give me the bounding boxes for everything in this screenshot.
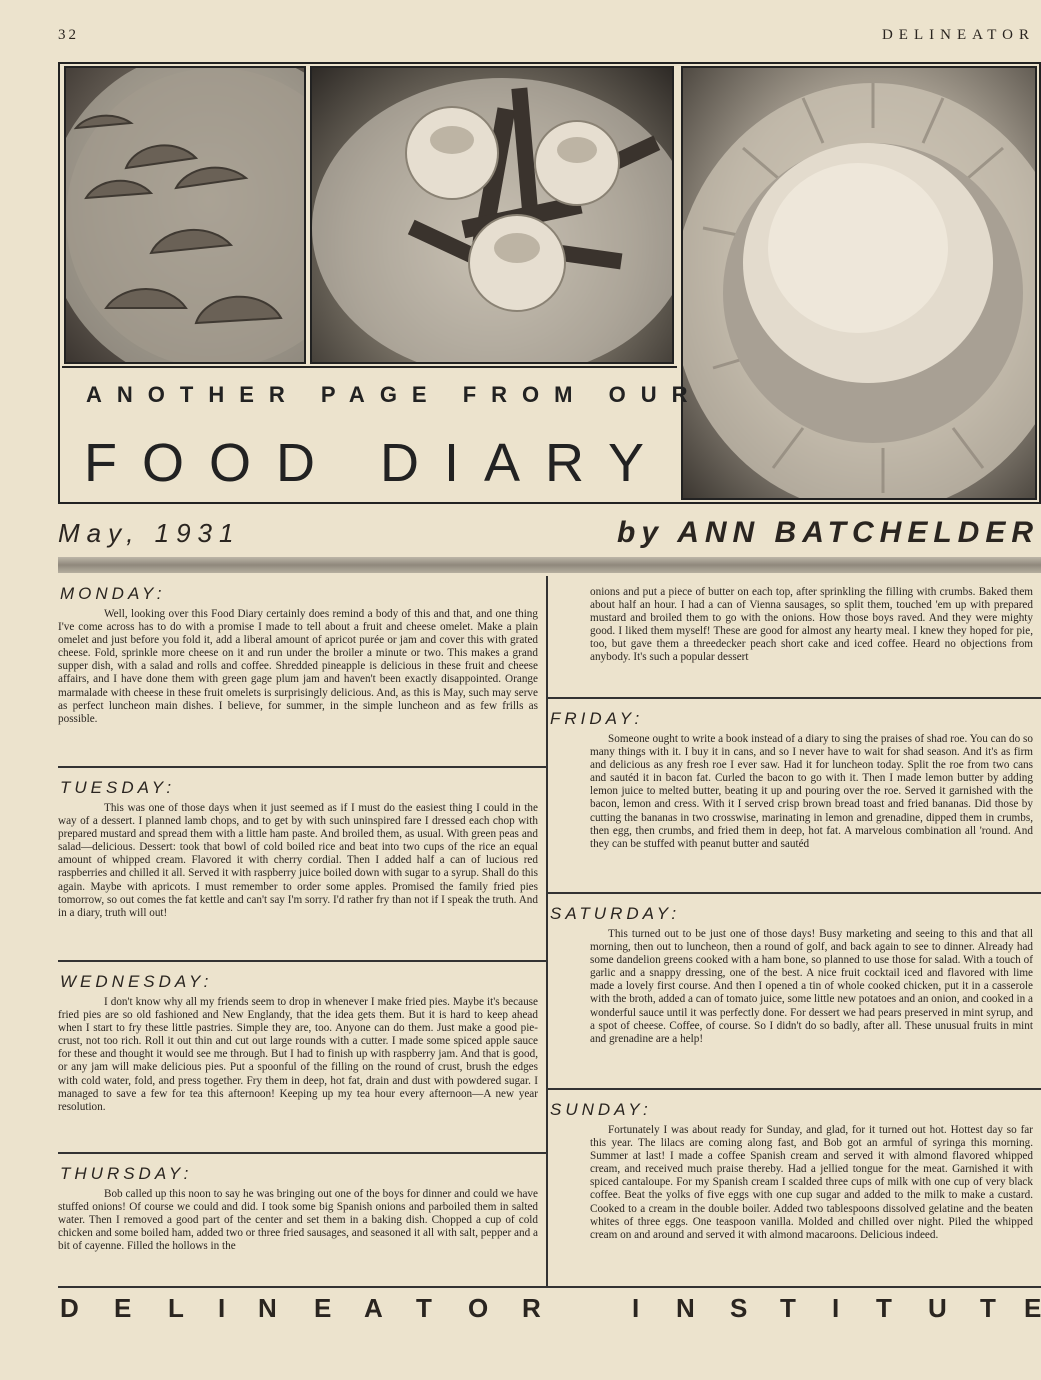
entry-wednesday [58, 972, 546, 1114]
byline: by ANN BATCHELDER [617, 516, 1039, 549]
divider [548, 697, 1041, 699]
footer-letter: R [522, 1293, 541, 1323]
entry-friday [548, 709, 1041, 851]
footer-letter: S [730, 1293, 748, 1323]
title-box [62, 366, 703, 500]
divider [58, 960, 546, 962]
divider [58, 1152, 546, 1154]
page-title: FOOD DIARY [84, 433, 670, 493]
footer-letter: O [468, 1293, 489, 1323]
footer-letter: N [676, 1293, 695, 1323]
footer-letter: A [364, 1293, 383, 1323]
title-kicker: ANOTHER PAGE FROM OUR [86, 382, 703, 407]
footer-letter: T [876, 1293, 892, 1323]
entry-text: Someone ought to write a book instead of a diary to sing the praises of shad roe. You can do so many things with it. I buy it in cans, and so I never have to wait for shad season. And it's as firm and delicious as any fresh roe I ever saw. Had it for luncheon today. Split the roe from two cans and sautéd it in bacon fat. Curled the bacon to go with it. Then I made lemon butter by adding lemon juice to melted butter, beating it up and pouring over the roe. Served it garnished with the bacon, lemon and cress. With it I served crisp brown bread toast and fried bananas. Did those by cutting the bananas in two crosswise, marinating in lemon and grenadine, dipped them in crumbs, then egg, then crumbs, and fried them in deep, hot fat. A marvelous combination all 'round. And they can be stuffed with peanut butter and sautéd [590, 733, 1033, 850]
entry-monday [58, 584, 546, 726]
footer-delineator-institute [58, 1293, 1041, 1325]
divider [548, 892, 1041, 894]
entry-text: Bob called up this noon to say he was bringing out one of the boys for dinner and could we have stuffed onions! Of course we could and did. I took some big Spanish onions and parboiled them in salted water. Then I removed a good part of the center and set them in a baking dish. Chopped a cup of cold chicken and some boiled ham, added two or three fried sausages, and seasoned it all with salt, pepper and a bit of cayenne. Filled the hollows in the [58, 1188, 538, 1253]
header-rule [58, 557, 1041, 573]
day-heading: SUNDAY: [550, 1100, 652, 1119]
footer-letter: L [168, 1293, 184, 1323]
footer-letter: T [980, 1293, 996, 1323]
divider [58, 766, 546, 768]
day-heading: WEDNESDAY: [60, 972, 213, 991]
day-heading: FRIDAY: [550, 709, 644, 728]
footer-letter: D [60, 1293, 79, 1323]
day-heading: SATURDAY: [550, 904, 681, 923]
divider [548, 1088, 1041, 1090]
footer-letter: I [218, 1293, 226, 1323]
day-heading: TUESDAY: [60, 778, 176, 797]
footer-letter: I [832, 1293, 840, 1323]
footer-letter: T [780, 1293, 796, 1323]
footer-letter: I [632, 1293, 640, 1323]
footer-letter: E [1024, 1293, 1041, 1323]
entry-text: Well, looking over this Food Diary certainly does remind a body of this and that, and one thing I've come across has to do with a promise I made to tell about a fruit and cheese omelet. Make a plain omelet and just before you fold it, add a liberal amount of apricot purée or jam and cover this with grated cheese. Fold, sprinkle more cheese on it and run under the broiler a minute or two. This makes a grand supper dish, with a salad and rolls and coffee. Shredded pineapple is delicious in these fruit and cheese affairs, and I have done them with green gage plum jam and haven't been exactly disappointed. Orange marmalade with cheese in these fruit omelets is surprisingly delicious. And, as this is May, such may serve as perfect luncheon main dishes. I believe, for summer, in the simple luncheon and as few frills as possible. [58, 608, 538, 725]
entry-tuesday [58, 778, 546, 920]
footer-letter: E [314, 1293, 332, 1323]
page-number: 32 [58, 27, 79, 43]
entry-saturday [548, 904, 1041, 1046]
entry-sunday [548, 1100, 1041, 1242]
entry-text: I don't know why all my friends seem to drop in whenever I make fried pies. Maybe it's because fried pies are so old fashioned and New Englandy, that the idea gets them. But it is hard to keep ahead when I start to fry these little pastries. Simple they are, too. Anyone can do them. Just make a good pie-crust, not too rich. Roll it out thin and cut out large rounds with a cutter. I made some spiced apple sauce for these and thought it would see me through. But I had to finish up with raspberry jam. And that is good, or any jam will make delicious pies. Put a spoonful of the filling on the round of crust, brush the edges with cold water, fold, and press together. Fry them in deep, hot fat, drain and dust with powdered sugar. I managed to save a few for tea this afternoon! Keeping up my tea hour every afternoon—A new year resolution. [58, 996, 538, 1113]
footer-letter: T [416, 1293, 432, 1323]
footer-letter: E [114, 1293, 132, 1323]
footer-letter: U [928, 1293, 947, 1323]
footer-rule [58, 1286, 1041, 1288]
running-head: DELINEATOR [881, 27, 1035, 43]
fried-pies-photo [64, 66, 306, 364]
entry-thursday [58, 1164, 546, 1253]
footer-letter: N [258, 1293, 277, 1323]
stuffed-onions-photo [310, 66, 674, 364]
entry-text: onions and put a piece of butter on each top, after sprinkling the filling with crumbs. Baked them about half an hour. I had a can of Vienna sausages, so split them, touched 'em up with prepared mustard and broiled them to go with the onions. How those boys raved. And they were mighty good. I liked them myself! These are good for almost any hearty meal. I knew they hoped for pie, too, but gave them a threedecker peach short cake and iced coffee. Heard no objections from anybody. It's such a popular dessert [590, 586, 1033, 664]
entry-text: Fortunately I was about ready for Sunday, and glad, for it turned out hot. Hottest day so far this year. The lilacs are coming along fast, and Bob got an armful of syringa this morning. Summer at last! I made a coffee Spanish cream and served it with almond flavored whipped cream, and received much praise thereby. Had a jellied tongue for the meat. Garnished it with spiced cantaloupe. For my Spanish cream I scalded three cups of milk with one cup of very black coffee. Beat the yolks of five eggs with one cup sugar and added to the milk to make a custard. Cooked to a cream in the double boiler. Added two tablespoons dissolved gelatine and the beaten whites of three eggs. One teaspoon vanilla. Molded and chilled over night. Piled the whipped cream on and around and served it with almond macaroons. Delicious indeed. [590, 1124, 1033, 1241]
day-heading: THURSDAY: [60, 1164, 193, 1183]
entry-text: This was one of those days when it just seemed as if I must do the easiest thing I could in the way of a dessert. I planned lamb chops, and to get by with such uninspired fare I dressed each chop with prepared mustard and spread them with a little ham paste. And broiled them, as usual. With green peas and salad—delicious. Dessert: took that bowl of cold boiled rice and beat into two cups of the rice an equal amount of whipped cream. Flavored it with cherry cordial. Then I added half a can of lucious red raspberries and chilled it all. Served it with raspberry juice boiled down with sugar to a syrup. Shall do this again. Maybe with apricots. I must remember to order some apples. Promised the family fried pies tomorrow, so out comes the fat kettle and can't say I'm sorry. I'd rather fry than not if I speak the truth. And in a diary, truth will out! [58, 802, 538, 919]
dateline: May, 1931 [58, 518, 241, 548]
entry-text: This turned out to be just one of those days! Busy marketing and seeing to this and that all morning, then out to luncheon, then a round of golf, and back again to see to dinner. Already had some dandelion greens cooked with a ham bone, so planned to use those for salad. With a touch of garlic and a snappy dressing, one of the best. A nice fruit cocktail iced and flavored with lime made a lovely first course. And then I opened a tin of whole cooked chicken, put it in a casserole with the broth, added a can of tomato juice, some little new potatoes and an onion, and cooked in a wonderful sauce until it was perfectly done. For dessert we had pears preserved in mint syrup, and a spot of cheese. Coffee, of course. So I didn't do so badly, after all. These unusual fruits in mint and grenadine are a help! [590, 928, 1033, 1045]
day-heading: MONDAY: [60, 584, 166, 603]
molded-cream-photo [681, 66, 1037, 500]
entry-thursday-continued [548, 586, 1041, 665]
